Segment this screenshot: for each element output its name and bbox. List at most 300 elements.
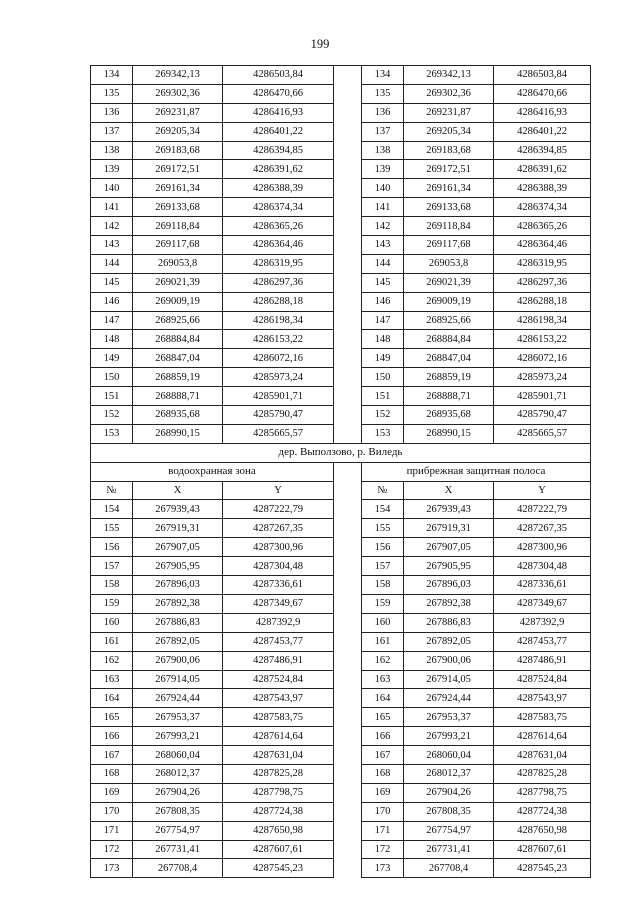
- x-coordinate-cell: 267907,05: [404, 538, 494, 557]
- x-coordinate-cell: 269302,36: [404, 84, 494, 103]
- x-coordinate-cell: 269133,68: [133, 198, 223, 217]
- table-row: [91, 519, 591, 538]
- point-number-cell: 170: [91, 802, 133, 821]
- x-coordinate-cell: 267754,97: [404, 821, 494, 840]
- point-number-cell: 147: [362, 311, 404, 330]
- point-number-cell: 140: [362, 179, 404, 198]
- point-number-cell: 138: [362, 141, 404, 160]
- y-coordinate-cell: 4287798,75: [494, 783, 591, 802]
- y-coordinate-cell: 4287300,96: [223, 538, 334, 557]
- y-coordinate-cell: 4287222,79: [223, 500, 334, 519]
- point-number-cell: 171: [362, 821, 404, 840]
- y-coordinate-cell: 4287724,38: [494, 802, 591, 821]
- point-number-cell: 172: [362, 840, 404, 859]
- column-gap: [334, 538, 362, 557]
- point-number-cell: 152: [91, 406, 133, 425]
- point-number-cell: 135: [91, 84, 133, 103]
- y-coordinate-cell: 4287798,75: [223, 783, 334, 802]
- column-gap: [334, 821, 362, 840]
- table-row: [91, 217, 591, 236]
- y-coordinate-cell: 4286394,85: [494, 141, 591, 160]
- point-number-cell: 142: [362, 217, 404, 236]
- x-coordinate-cell: 267808,35: [404, 802, 494, 821]
- column-gap: [334, 273, 362, 292]
- y-coordinate-cell: 4285665,57: [223, 424, 334, 443]
- table-row: [91, 651, 591, 670]
- table-row: [91, 594, 591, 613]
- point-number-cell: 170: [362, 802, 404, 821]
- point-number-cell: 150: [362, 368, 404, 387]
- x-coordinate-cell: 267993,21: [404, 727, 494, 746]
- column-gap: [334, 66, 362, 85]
- point-number-cell: 136: [362, 103, 404, 122]
- x-coordinate-cell: 269231,87: [133, 103, 223, 122]
- y-coordinate-cell: 4285665,57: [494, 424, 591, 443]
- table-row: [91, 727, 591, 746]
- coordinates-table: [90, 65, 591, 878]
- x-coordinate-cell: 268888,71: [404, 387, 494, 406]
- x-coordinate-cell: 267708,4: [133, 859, 223, 878]
- x-coordinate-cell: 268884,84: [404, 330, 494, 349]
- table-row: [91, 406, 591, 425]
- y-coordinate-cell: 4287607,61: [223, 840, 334, 859]
- x-coordinate-cell: 267886,83: [133, 613, 223, 632]
- point-number-cell: 163: [91, 670, 133, 689]
- point-number-cell: 139: [91, 160, 133, 179]
- table-row: [91, 179, 591, 198]
- y-coordinate-cell: 4286288,18: [223, 292, 334, 311]
- table-row: [91, 273, 591, 292]
- table-row: [91, 764, 591, 783]
- y-coordinate-cell: 4286297,36: [223, 273, 334, 292]
- x-coordinate-cell: 268060,04: [404, 746, 494, 765]
- column-gap: [334, 783, 362, 802]
- x-coordinate-cell: 269118,84: [133, 217, 223, 236]
- point-number-cell: 156: [362, 538, 404, 557]
- table-row: [91, 783, 591, 802]
- point-number-cell: 155: [91, 519, 133, 538]
- point-number-cell: 169: [362, 783, 404, 802]
- x-coordinate-cell: 267896,03: [404, 576, 494, 595]
- x-coordinate-cell: 267924,44: [133, 689, 223, 708]
- column-gap: [334, 651, 362, 670]
- x-coordinate-cell: 267907,05: [133, 538, 223, 557]
- y-coordinate-cell: 4287392,9: [223, 613, 334, 632]
- point-number-cell: 134: [91, 66, 133, 85]
- point-number-cell: 154: [362, 500, 404, 519]
- column-gap: [334, 594, 362, 613]
- x-coordinate-cell: 267914,05: [404, 670, 494, 689]
- y-coordinate-cell: 4286470,66: [223, 84, 334, 103]
- column-gap: [334, 670, 362, 689]
- table-row: [91, 198, 591, 217]
- column-gap: [334, 481, 362, 500]
- table-row: [91, 746, 591, 765]
- point-number-cell: 157: [362, 557, 404, 576]
- point-number-cell: 152: [362, 406, 404, 425]
- x-coordinate-cell: 267731,41: [404, 840, 494, 859]
- column-gap: [334, 387, 362, 406]
- point-number-cell: 142: [91, 217, 133, 236]
- table-row: [91, 632, 591, 651]
- column-gap: [334, 141, 362, 160]
- table-row: [91, 141, 591, 160]
- point-number-cell: 167: [362, 746, 404, 765]
- point-number-cell: 167: [91, 746, 133, 765]
- point-number-cell: 134: [362, 66, 404, 85]
- x-coordinate-cell: 267904,26: [404, 783, 494, 802]
- y-coordinate-cell: 4287543,97: [494, 689, 591, 708]
- y-coordinate-cell: 4287300,96: [494, 538, 591, 557]
- y-coordinate-cell: 4287524,84: [223, 670, 334, 689]
- column-gap: [334, 802, 362, 821]
- x-coordinate-cell: 268935,68: [404, 406, 494, 425]
- point-number-cell: 158: [362, 576, 404, 595]
- point-number-cell: 147: [91, 311, 133, 330]
- point-number-cell: 173: [362, 859, 404, 878]
- column-header: №: [91, 481, 133, 500]
- y-coordinate-cell: 4287267,35: [223, 519, 334, 538]
- zone-title-row: [91, 462, 591, 481]
- column-gap: [334, 292, 362, 311]
- x-coordinate-cell: 269117,68: [133, 236, 223, 255]
- point-number-cell: 169: [91, 783, 133, 802]
- y-coordinate-cell: 4287614,64: [223, 727, 334, 746]
- y-coordinate-cell: 4287349,67: [223, 594, 334, 613]
- x-coordinate-cell: 269183,68: [133, 141, 223, 160]
- x-coordinate-cell: 269342,13: [404, 66, 494, 85]
- y-coordinate-cell: 4286364,46: [223, 236, 334, 255]
- column-gap: [334, 632, 362, 651]
- table-row: [91, 103, 591, 122]
- group-title: дер. Выползово, р. Виледь: [91, 443, 591, 462]
- point-number-cell: 162: [91, 651, 133, 670]
- x-coordinate-cell: 267904,26: [133, 783, 223, 802]
- x-coordinate-cell: 268847,04: [404, 349, 494, 368]
- point-number-cell: 145: [362, 273, 404, 292]
- x-coordinate-cell: 267993,21: [133, 727, 223, 746]
- x-coordinate-cell: 267892,05: [404, 632, 494, 651]
- y-coordinate-cell: 4287304,48: [223, 557, 334, 576]
- y-coordinate-cell: 4287650,98: [494, 821, 591, 840]
- x-coordinate-cell: 267919,31: [404, 519, 494, 538]
- point-number-cell: 171: [91, 821, 133, 840]
- x-coordinate-cell: 269172,51: [404, 160, 494, 179]
- y-coordinate-cell: 4286374,34: [494, 198, 591, 217]
- x-coordinate-cell: 268888,71: [133, 387, 223, 406]
- y-coordinate-cell: 4287583,75: [494, 708, 591, 727]
- column-gap: [334, 613, 362, 632]
- column-header: X: [133, 481, 223, 500]
- x-coordinate-cell: 269161,34: [404, 179, 494, 198]
- x-coordinate-cell: 268859,19: [133, 368, 223, 387]
- column-gap: [334, 746, 362, 765]
- x-coordinate-cell: 267892,05: [133, 632, 223, 651]
- point-number-cell: 168: [362, 764, 404, 783]
- point-number-cell: 146: [91, 292, 133, 311]
- y-coordinate-cell: 4285790,47: [223, 406, 334, 425]
- point-number-cell: 149: [362, 349, 404, 368]
- point-number-cell: 143: [362, 236, 404, 255]
- column-gap: [334, 84, 362, 103]
- column-gap: [334, 406, 362, 425]
- y-coordinate-cell: 4286374,34: [223, 198, 334, 217]
- point-number-cell: 145: [91, 273, 133, 292]
- point-number-cell: 161: [362, 632, 404, 651]
- column-gap: [334, 764, 362, 783]
- x-coordinate-cell: 268847,04: [133, 349, 223, 368]
- point-number-cell: 144: [91, 254, 133, 273]
- table-row: [91, 689, 591, 708]
- y-coordinate-cell: 4287349,67: [494, 594, 591, 613]
- y-coordinate-cell: 4286198,34: [223, 311, 334, 330]
- point-number-cell: 149: [91, 349, 133, 368]
- x-coordinate-cell: 269009,19: [404, 292, 494, 311]
- x-coordinate-cell: 268012,37: [133, 764, 223, 783]
- point-number-cell: 157: [91, 557, 133, 576]
- point-number-cell: 164: [91, 689, 133, 708]
- table-row: [91, 84, 591, 103]
- x-coordinate-cell: 268935,68: [133, 406, 223, 425]
- table-row: [91, 670, 591, 689]
- x-coordinate-cell: 267892,38: [404, 594, 494, 613]
- point-number-cell: 165: [91, 708, 133, 727]
- point-number-cell: 160: [362, 613, 404, 632]
- x-coordinate-cell: 269342,13: [133, 66, 223, 85]
- x-coordinate-cell: 267953,37: [404, 708, 494, 727]
- x-coordinate-cell: 267905,95: [133, 557, 223, 576]
- column-gap: [334, 708, 362, 727]
- point-number-cell: 159: [362, 594, 404, 613]
- y-coordinate-cell: 4286198,34: [494, 311, 591, 330]
- y-coordinate-cell: 4286072,16: [223, 349, 334, 368]
- y-coordinate-cell: 4287336,61: [494, 576, 591, 595]
- y-coordinate-cell: 4286319,95: [223, 254, 334, 273]
- point-number-cell: 136: [91, 103, 133, 122]
- column-gap: [334, 500, 362, 519]
- header-row: [91, 481, 591, 500]
- y-coordinate-cell: 4286153,22: [223, 330, 334, 349]
- table-row: [91, 122, 591, 141]
- x-coordinate-cell: 269053,8: [404, 254, 494, 273]
- point-number-cell: 139: [362, 160, 404, 179]
- point-number-cell: 172: [91, 840, 133, 859]
- y-coordinate-cell: 4287545,23: [494, 859, 591, 878]
- y-coordinate-cell: 4286416,93: [494, 103, 591, 122]
- point-number-cell: 141: [362, 198, 404, 217]
- point-number-cell: 155: [362, 519, 404, 538]
- column-gap: [334, 311, 362, 330]
- table-row: [91, 821, 591, 840]
- x-coordinate-cell: 267900,06: [133, 651, 223, 670]
- y-coordinate-cell: 4286388,39: [223, 179, 334, 198]
- column-gap: [334, 727, 362, 746]
- y-coordinate-cell: 4287724,38: [223, 802, 334, 821]
- point-number-cell: 159: [91, 594, 133, 613]
- x-coordinate-cell: 267886,83: [404, 613, 494, 632]
- x-coordinate-cell: 268012,37: [404, 764, 494, 783]
- column-gap: [334, 689, 362, 708]
- y-coordinate-cell: 4287486,91: [494, 651, 591, 670]
- y-coordinate-cell: 4287267,35: [494, 519, 591, 538]
- x-coordinate-cell: 268925,66: [133, 311, 223, 330]
- y-coordinate-cell: 4286401,22: [494, 122, 591, 141]
- x-coordinate-cell: 267905,95: [404, 557, 494, 576]
- x-coordinate-cell: 267731,41: [133, 840, 223, 859]
- y-coordinate-cell: 4285790,47: [494, 406, 591, 425]
- x-coordinate-cell: 268884,84: [133, 330, 223, 349]
- column-header: X: [404, 481, 494, 500]
- y-coordinate-cell: 4287486,91: [223, 651, 334, 670]
- point-number-cell: 141: [91, 198, 133, 217]
- table-row: [91, 576, 591, 595]
- point-number-cell: 135: [362, 84, 404, 103]
- y-coordinate-cell: 4285973,24: [494, 368, 591, 387]
- point-number-cell: 150: [91, 368, 133, 387]
- x-coordinate-cell: 269053,8: [133, 254, 223, 273]
- point-number-cell: 166: [362, 727, 404, 746]
- x-coordinate-cell: 267939,43: [133, 500, 223, 519]
- y-coordinate-cell: 4287524,84: [494, 670, 591, 689]
- table-row: [91, 254, 591, 273]
- y-coordinate-cell: 4285901,71: [223, 387, 334, 406]
- y-coordinate-cell: 4286365,26: [223, 217, 334, 236]
- table-row: [91, 349, 591, 368]
- point-number-cell: 143: [91, 236, 133, 255]
- x-coordinate-cell: 267892,38: [133, 594, 223, 613]
- y-coordinate-cell: 4286391,62: [494, 160, 591, 179]
- y-coordinate-cell: 4285901,71: [494, 387, 591, 406]
- point-number-cell: 151: [91, 387, 133, 406]
- point-number-cell: 154: [91, 500, 133, 519]
- point-number-cell: 153: [91, 424, 133, 443]
- column-gap: [334, 236, 362, 255]
- y-coordinate-cell: 4286391,62: [223, 160, 334, 179]
- column-gap: [334, 254, 362, 273]
- table-row: [91, 292, 591, 311]
- y-coordinate-cell: 4287825,28: [223, 764, 334, 783]
- x-coordinate-cell: 268925,66: [404, 311, 494, 330]
- column-gap: [334, 840, 362, 859]
- y-coordinate-cell: 4286470,66: [494, 84, 591, 103]
- column-gap: [334, 160, 362, 179]
- y-coordinate-cell: 4286153,22: [494, 330, 591, 349]
- y-coordinate-cell: 4287545,23: [223, 859, 334, 878]
- x-coordinate-cell: 268859,19: [404, 368, 494, 387]
- table-row: [91, 66, 591, 85]
- y-coordinate-cell: 4286297,36: [494, 273, 591, 292]
- column-gap: [334, 198, 362, 217]
- x-coordinate-cell: 269021,39: [404, 273, 494, 292]
- column-gap: [334, 859, 362, 878]
- point-number-cell: 173: [91, 859, 133, 878]
- y-coordinate-cell: 4287607,61: [494, 840, 591, 859]
- point-number-cell: 160: [91, 613, 133, 632]
- x-coordinate-cell: 269172,51: [133, 160, 223, 179]
- y-coordinate-cell: 4286394,85: [223, 141, 334, 160]
- water-protection-zone-title: водоохранная зона: [91, 462, 334, 481]
- y-coordinate-cell: 4287583,75: [223, 708, 334, 727]
- point-number-cell: 140: [91, 179, 133, 198]
- x-coordinate-cell: 267900,06: [404, 651, 494, 670]
- y-coordinate-cell: 4286416,93: [223, 103, 334, 122]
- x-coordinate-cell: 269205,34: [404, 122, 494, 141]
- column-header: Y: [494, 481, 591, 500]
- x-coordinate-cell: 267914,05: [133, 670, 223, 689]
- column-gap: [334, 330, 362, 349]
- y-coordinate-cell: 4287392,9: [494, 613, 591, 632]
- y-coordinate-cell: 4286072,16: [494, 349, 591, 368]
- column-gap: [334, 103, 362, 122]
- x-coordinate-cell: 268990,15: [133, 424, 223, 443]
- column-header: №: [362, 481, 404, 500]
- table-row: [91, 613, 591, 632]
- point-number-cell: 165: [362, 708, 404, 727]
- point-number-cell: 168: [91, 764, 133, 783]
- column-gap: [334, 557, 362, 576]
- y-coordinate-cell: 4286388,39: [494, 179, 591, 198]
- y-coordinate-cell: 4287614,64: [494, 727, 591, 746]
- y-coordinate-cell: 4286401,22: [223, 122, 334, 141]
- y-coordinate-cell: 4286503,84: [494, 66, 591, 85]
- point-number-cell: 153: [362, 424, 404, 443]
- point-number-cell: 166: [91, 727, 133, 746]
- point-number-cell: 148: [91, 330, 133, 349]
- page-number: 199: [310, 37, 330, 51]
- point-number-cell: 146: [362, 292, 404, 311]
- group-title-row: [91, 443, 591, 462]
- table-row: [91, 160, 591, 179]
- x-coordinate-cell: 269183,68: [404, 141, 494, 160]
- column-gap: [334, 179, 362, 198]
- point-number-cell: 156: [91, 538, 133, 557]
- point-number-cell: 158: [91, 576, 133, 595]
- table-row: [91, 538, 591, 557]
- y-coordinate-cell: 4286364,46: [494, 236, 591, 255]
- column-gap: [334, 462, 362, 481]
- y-coordinate-cell: 4286503,84: [223, 66, 334, 85]
- y-coordinate-cell: 4287825,28: [494, 764, 591, 783]
- point-number-cell: 137: [362, 122, 404, 141]
- point-number-cell: 162: [362, 651, 404, 670]
- y-coordinate-cell: 4287631,04: [494, 746, 591, 765]
- y-coordinate-cell: 4287304,48: [494, 557, 591, 576]
- x-coordinate-cell: 267939,43: [404, 500, 494, 519]
- x-coordinate-cell: 267808,35: [133, 802, 223, 821]
- y-coordinate-cell: 4286288,18: [494, 292, 591, 311]
- column-gap: [334, 576, 362, 595]
- column-gap: [334, 424, 362, 443]
- y-coordinate-cell: 4287222,79: [494, 500, 591, 519]
- x-coordinate-cell: 269021,39: [133, 273, 223, 292]
- x-coordinate-cell: 269117,68: [404, 236, 494, 255]
- y-coordinate-cell: 4286319,95: [494, 254, 591, 273]
- table-row: [91, 802, 591, 821]
- x-coordinate-cell: 269133,68: [404, 198, 494, 217]
- table-row: [91, 387, 591, 406]
- y-coordinate-cell: 4287336,61: [223, 576, 334, 595]
- x-coordinate-cell: 269302,36: [133, 84, 223, 103]
- y-coordinate-cell: 4287543,97: [223, 689, 334, 708]
- x-coordinate-cell: 269231,87: [404, 103, 494, 122]
- column-gap: [334, 349, 362, 368]
- y-coordinate-cell: 4287453,77: [494, 632, 591, 651]
- point-number-cell: 148: [362, 330, 404, 349]
- table-row: [91, 859, 591, 878]
- x-coordinate-cell: 267919,31: [133, 519, 223, 538]
- column-gap: [334, 217, 362, 236]
- point-number-cell: 138: [91, 141, 133, 160]
